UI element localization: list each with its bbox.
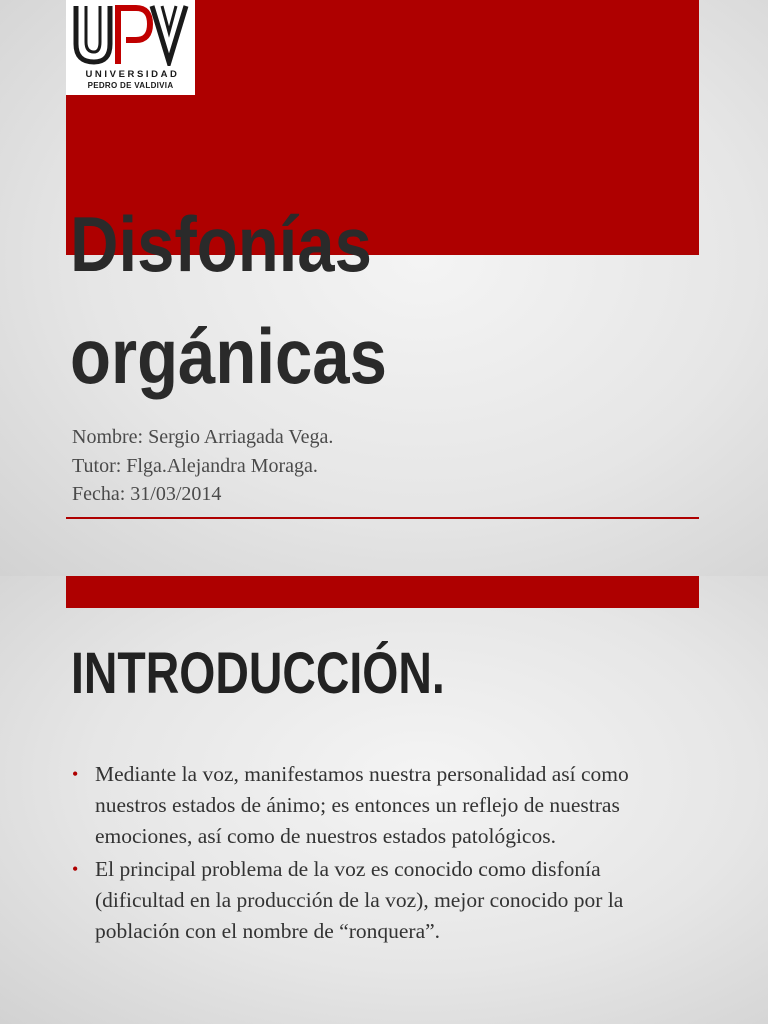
slide-title bbox=[70, 188, 620, 412]
list-item bbox=[72, 759, 682, 852]
info-tutor: Tutor: Flga.Alejandra Moraga. bbox=[72, 454, 318, 477]
list-item bbox=[72, 854, 682, 947]
header-red-bar bbox=[66, 576, 699, 608]
logo-text-pedro-de-valdivia: PEDRO DE VALDIVIA bbox=[87, 81, 174, 90]
divider-line bbox=[66, 517, 699, 519]
presenter-info bbox=[72, 423, 333, 509]
slide-title-line-1: Disfonías bbox=[70, 200, 372, 288]
upv-logo-mark bbox=[72, 4, 189, 66]
bullet-marker: • bbox=[72, 859, 79, 879]
bullet-list bbox=[72, 759, 682, 949]
bullet-marker: • bbox=[72, 764, 79, 784]
logo-text-universidad: UNIVERSIDAD bbox=[85, 69, 180, 80]
university-logo bbox=[66, 0, 195, 95]
bullet-text: Mediante la voz, manifestamos nuestra personalidad así como nuestros estados de ánimo; es entonces un reflejo de nuestras emociones, así como de nuestros estados patológicos. bbox=[95, 762, 629, 848]
slide-title-line-2: orgánicas bbox=[70, 312, 387, 400]
slide-heading: INTRODUCCIÓN. bbox=[71, 641, 445, 706]
info-fecha: Fecha: 31/03/2014 bbox=[72, 483, 222, 505]
bullet-text: El principal problema de la voz es conocido como disfonía (dificultad en la producción de la voz), mejor conocido por la población con el nombre de “ronquera”. bbox=[95, 857, 624, 943]
introduction-slide bbox=[0, 576, 768, 1024]
info-nombre: Nombre: Sergio Arriagada Vega. bbox=[72, 426, 334, 448]
